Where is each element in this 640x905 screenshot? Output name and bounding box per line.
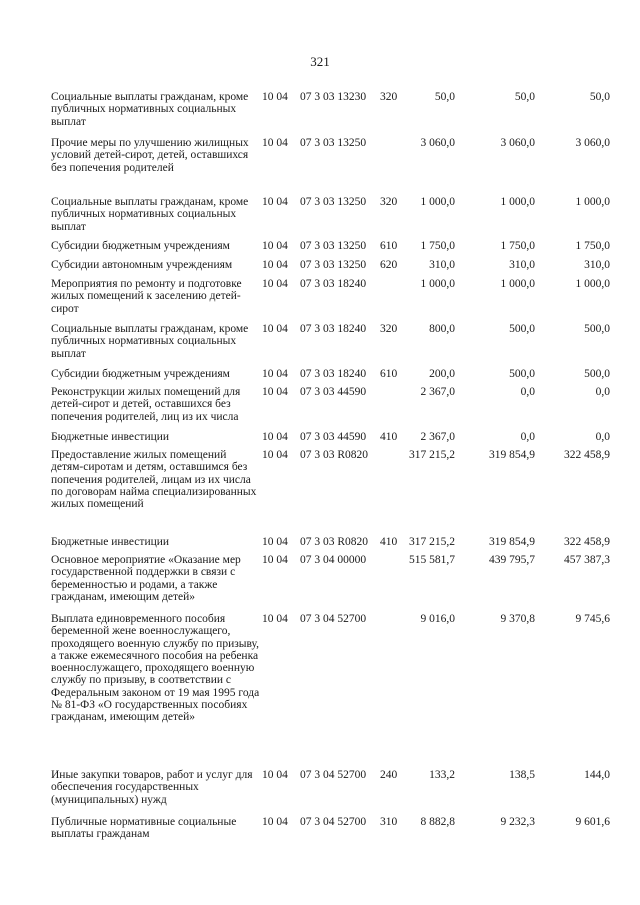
target-article-code: 07 3 03 18240 [300, 368, 367, 380]
section-code: 10 04 [262, 368, 288, 380]
target-article-code: 07 3 04 00000 [300, 554, 367, 566]
row-label: Мероприятия по ремонту и подготовке жилых помещений к заселению детей-сирот [51, 278, 242, 315]
amount-year-2: 0,0 [520, 386, 535, 398]
target-article-code: 07 3 04 52700 [300, 613, 367, 625]
section-code: 10 04 [262, 554, 288, 566]
amount-year-3: 310,0 [584, 259, 610, 271]
section-code: 10 04 [262, 137, 288, 149]
target-article-code: 07 3 03 13250 [300, 137, 367, 149]
section-code: 10 04 [262, 323, 288, 335]
expense-kind-code: 240 [380, 769, 398, 781]
amount-year-1: 1 000,0 [420, 196, 455, 208]
target-article-code: 07 3 03 18240 [300, 323, 367, 335]
amount-year-3: 9 745,6 [575, 613, 610, 625]
expense-kind-code: 320 [380, 323, 398, 335]
row-label: Субсидии бюджетным учреждениям [51, 240, 230, 252]
section-code: 10 04 [262, 816, 288, 828]
amount-year-2: 310,0 [509, 259, 535, 271]
target-article-code: 07 3 04 52700 [300, 816, 367, 828]
target-article-code: 07 3 03 44590 [300, 431, 367, 443]
target-article-code: 07 3 03 13250 [300, 240, 367, 252]
amount-year-3: 500,0 [584, 323, 610, 335]
amount-year-3: 322 458,9 [564, 536, 610, 548]
amount-year-1: 800,0 [429, 323, 455, 335]
amount-year-3: 1 000,0 [575, 278, 610, 290]
amount-year-1: 317 215,2 [409, 449, 455, 461]
section-code: 10 04 [262, 91, 288, 103]
row-label: Предоставление жилых помещений детям-сиротам и детям, оставшимся без попечения родителей, лицам из их числа по договорам найма специализированных жилых помещений [51, 449, 257, 511]
amount-year-1: 310,0 [429, 259, 455, 271]
amount-year-2: 319 854,9 [489, 536, 535, 548]
section-code: 10 04 [262, 386, 288, 398]
amount-year-1: 2 367,0 [420, 431, 455, 443]
amount-year-1: 515 581,7 [409, 554, 455, 566]
amount-year-3: 9 601,6 [575, 816, 610, 828]
expense-kind-code: 610 [380, 368, 398, 380]
amount-year-2: 50,0 [514, 91, 535, 103]
expense-kind-code: 610 [380, 240, 398, 252]
section-code: 10 04 [262, 613, 288, 625]
amount-year-2: 439 795,7 [489, 554, 535, 566]
expense-kind-code: 320 [380, 91, 398, 103]
row-label: Социальные выплаты гражданам, кроме публичных нормативных социальных выплат [51, 196, 249, 233]
expense-kind-code: 410 [380, 431, 398, 443]
target-article-code: 07 3 03 R0820 [300, 449, 369, 461]
amount-year-3: 1 750,0 [575, 240, 610, 252]
expense-kind-code: 410 [380, 536, 398, 548]
section-code: 10 04 [262, 278, 288, 290]
expense-kind-code: 310 [380, 816, 398, 828]
amount-year-1: 3 060,0 [420, 137, 455, 149]
amount-year-3: 3 060,0 [575, 137, 610, 149]
row-label: Прочие меры по улучшению жилищных условий детей-сирот, детей, оставшихся без попечения родителей [51, 137, 249, 174]
amount-year-2: 319 854,9 [489, 449, 535, 461]
amount-year-3: 144,0 [584, 769, 610, 781]
amount-year-3: 500,0 [584, 368, 610, 380]
amount-year-1: 2 367,0 [420, 386, 455, 398]
section-code: 10 04 [262, 431, 288, 443]
section-code: 10 04 [262, 769, 288, 781]
amount-year-1: 133,2 [429, 769, 455, 781]
section-code: 10 04 [262, 196, 288, 208]
amount-year-1: 50,0 [434, 91, 455, 103]
amount-year-2: 1 000,0 [500, 278, 535, 290]
amount-year-3: 457 387,3 [564, 554, 610, 566]
row-label: Бюджетные инвестиции [51, 536, 170, 548]
target-article-code: 07 3 03 13230 [300, 91, 367, 103]
amount-year-3: 322 458,9 [564, 449, 610, 461]
section-code: 10 04 [262, 259, 288, 271]
row-label: Выплата единовременного пособия беременной жене военнослужащего, проходящего военную службу по призыву, а также ежемесячного пособия на ребенка военнослужащего, проходящего военную службу по призыву, в соответствии с Федеральным законом от 19 мая 1995 года № 81-ФЗ «О государственных пособиях гражданам, имеющим детей» [51, 613, 260, 724]
target-article-code: 07 3 03 13250 [300, 259, 367, 271]
amount-year-3: 1 000,0 [575, 196, 610, 208]
row-label: Субсидии автономным учреждениям [51, 259, 233, 271]
target-article-code: 07 3 03 R0820 [300, 536, 369, 548]
amount-year-3: 0,0 [595, 386, 610, 398]
amount-year-2: 3 060,0 [500, 137, 535, 149]
target-article-code: 07 3 03 44590 [300, 386, 367, 398]
amount-year-2: 9 370,8 [500, 613, 535, 625]
row-label: Бюджетные инвестиции [51, 431, 170, 443]
expense-kind-code: 620 [380, 259, 398, 271]
amount-year-2: 1 750,0 [500, 240, 535, 252]
section-code: 10 04 [262, 449, 288, 461]
amount-year-2: 9 232,3 [500, 816, 535, 828]
amount-year-2: 138,5 [509, 769, 535, 781]
expense-kind-code: 320 [380, 196, 398, 208]
amount-year-3: 50,0 [589, 91, 610, 103]
amount-year-1: 317 215,2 [409, 536, 455, 548]
amount-year-1: 1 750,0 [420, 240, 455, 252]
page-number: 321 [310, 54, 330, 69]
row-label: Реконструкции жилых помещений для детей-сирот и детей, оставшихся без попечения родителей, лиц из их числа [51, 386, 241, 423]
section-code: 10 04 [262, 536, 288, 548]
target-article-code: 07 3 03 13250 [300, 196, 367, 208]
amount-year-2: 500,0 [509, 323, 535, 335]
amount-year-1: 1 000,0 [420, 278, 455, 290]
target-article-code: 07 3 03 18240 [300, 278, 367, 290]
amount-year-1: 9 016,0 [420, 613, 455, 625]
amount-year-2: 1 000,0 [500, 196, 535, 208]
target-article-code: 07 3 04 52700 [300, 769, 367, 781]
amount-year-2: 500,0 [509, 368, 535, 380]
amount-year-2: 0,0 [520, 431, 535, 443]
row-label: Основное мероприятие «Оказание мер государственной поддержки в связи с беременностью и родами, а также гражданам, имеющим детей» [51, 554, 241, 603]
section-code: 10 04 [262, 240, 288, 252]
row-label: Публичные нормативные социальные выплаты гражданам [51, 816, 237, 841]
amount-year-1: 8 882,8 [420, 816, 455, 828]
row-label: Социальные выплаты гражданам, кроме публичных нормативных социальных выплат [51, 323, 249, 360]
amount-year-1: 200,0 [429, 368, 455, 380]
amount-year-3: 0,0 [595, 431, 610, 443]
row-label: Социальные выплаты гражданам, кроме публичных нормативных социальных выплат [51, 91, 249, 128]
row-label: Субсидии бюджетным учреждениям [51, 368, 230, 380]
row-label: Иные закупки товаров, работ и услуг для обеспечения государственных (муниципальных) нужд [51, 769, 253, 806]
